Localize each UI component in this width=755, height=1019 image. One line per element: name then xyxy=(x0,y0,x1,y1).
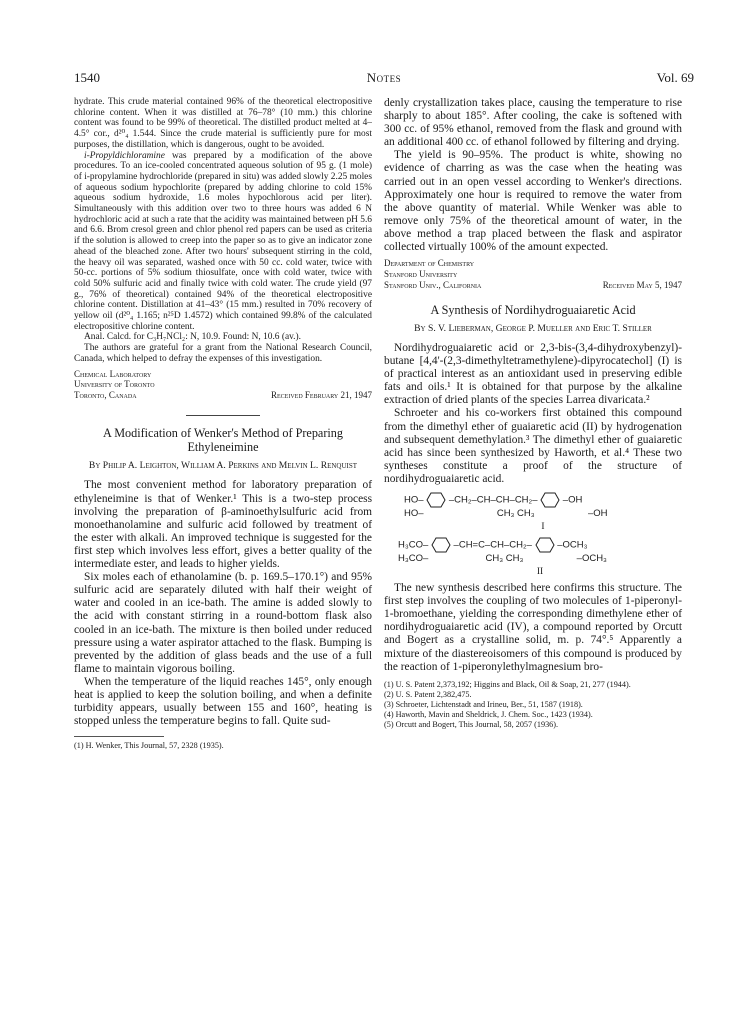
footnote: (2) U. S. Patent 2,382,475. xyxy=(384,689,472,699)
right-column xyxy=(384,97,682,730)
benzene-ring-icon xyxy=(431,537,451,553)
structure-row xyxy=(404,492,682,508)
methyl-groups: CH₃ CH₃ xyxy=(496,508,535,520)
benzene-ring-icon xyxy=(540,492,560,508)
substituent: HO– xyxy=(404,494,424,506)
paragraph xyxy=(74,151,372,333)
substituent: –OH xyxy=(562,494,583,506)
article-title: A Modification of Wenker's Method of Preparing Ethyleneimine xyxy=(103,425,343,454)
page-number: 1540 xyxy=(74,70,100,85)
substituent: –OH xyxy=(587,508,608,520)
structure-I xyxy=(404,492,682,533)
affiliation-line: Toronto, Canada xyxy=(74,390,137,401)
received-date: Received February 21, 1947 xyxy=(270,390,372,401)
page-header xyxy=(74,70,694,86)
affiliation xyxy=(74,369,372,401)
footnote: (1) U. S. Patent 2,373,192; Higgins and Black, Oil & Soap, 21, 277 (1944). xyxy=(384,679,631,689)
substituent: –OCH₃ xyxy=(576,553,607,565)
carbon-chain: –CH=C–CH–CH₂– xyxy=(453,539,532,551)
structure-label: II xyxy=(536,567,544,578)
substituent: –OCH₃ xyxy=(557,539,588,551)
benzene-ring-icon xyxy=(426,492,446,508)
analysis-line: Anal. Calcd. for C₃H₇NCl₂: N, 10.9. Found: N, 10.6 (av.). xyxy=(84,332,301,343)
volume-label: Vol. 69 xyxy=(656,70,694,85)
affiliation-line: Stanford Univ., California xyxy=(384,279,482,290)
structure-row xyxy=(398,537,682,553)
substituent: H₃CO– xyxy=(398,553,429,565)
article-byline: By S. V. Lieberman, George P. Mueller and Eric T. Stiller xyxy=(414,322,652,334)
paragraph-text: was prepared by a modification of the above procedures. To an ice-cooled concentrated aqueous solution of 95 g. (1 mole) of i-propylamine hydrochloride (prepared in situ) was added slowly 2.25 moles of aqueous sodium hypochlorite (prepared by adding chlorine to cold 15% aqueous sodium hydroxide, 1.6 moles hypochlorous acid per liter). Simultaneously with this addition over two to three hours was added 6 N hydrochloric acid at such a rate that the acidity was maintained between pH 5.6 and 6.6. Brom cresol green and chlor phenol red papers can be used as criteria if the solution is allowed to creep into the paper so as to give an indicator zone ahead of the bleached zone. After two hours' subsequent stirring in the cold, the heavy oil was separated, washed once with 50 cc. cold water, twice with 50-cc. portions of 5% sodium thiosulfate, once with cold water, twice with cold 50% sulfuric acid and finally twice with cold water. The crude yield (97 g., 76% of theoretical) contained 94% of the theoretical electropositive chlorine content. Distillation at 41–43° (15 mm.) resulted in 70% recovery of yellow oil (d²⁰₄ 1.165; n²⁵D 1.4572) which contained 99.8% of the calculated electropositive chlorine content. xyxy=(74,150,372,332)
affiliation xyxy=(384,258,682,290)
substituent: H₃CO– xyxy=(398,539,429,551)
paragraph: The yield is 90–95%. The product is white, showing no evidence of charring as was the case when the heating was carried out in an open vessel according to Wenker's directions. Approximately one hour is required to remove the water from the above quantity of material. While Wenker was able to remove only 75% of the theoretical amount of water, in the above method a trap placed between the flask and aspirator collected virtually 100% of the amount expected. xyxy=(384,149,682,254)
structure-row xyxy=(398,553,682,565)
received-date: Received May 5, 1947 xyxy=(602,279,682,290)
structure-II xyxy=(398,537,682,578)
compound-name: i-Propyldichloramine xyxy=(84,150,165,161)
carbon-chain: –CH₂–CH–CH–CH₂– xyxy=(448,494,538,506)
affiliation-line: Stanford University xyxy=(384,268,458,279)
benzene-ring-icon xyxy=(535,537,555,553)
affiliation-line: Chemical Laboratory xyxy=(74,368,152,379)
paragraph: The most convenient method for laboratory preparation of ethyleneimine is that of Wenker.¹ This is a two-step process involving the preparation of β-aminoethylsulfuric acid from monoethanolamine and sulfuric acid followed by treatment of the ester with alkali. An improved technique is suggested for the first step which involves less effort, gives a better quality of the intermediate ester, and leads to higher yields. xyxy=(74,479,372,571)
paragraph: Schroeter and his co-workers first obtained this compound from the dimethyl ether of guaiaretic acid (II) by hydrogenation and subsequent demethylation.³ The dimethyl ether of guaiaretic acid has since been synthesized by Haworth, et al.⁴ These two syntheses constitute a proof of the structure of nordihydroguaiaretic acid. xyxy=(384,407,682,485)
structure-label: I xyxy=(541,522,545,533)
affiliation-line: University of Toronto xyxy=(74,379,155,390)
affiliation-line: Department of Chemistry xyxy=(384,258,475,269)
structure-row xyxy=(404,508,682,520)
footnote: (3) Schroeter, Lichtenstadt and Irineu, Ber., 51, 1587 (1918). xyxy=(384,699,583,709)
paragraph: denly crystallization takes place, causing the temperature to rise sharply to about 185°. After cooling, the cake is softened with 300 cc. of 95% ethanol, removed from the flask and ground with an additional 400 cc. of ethanol followed by filtering and drying. xyxy=(384,97,682,149)
footnote: (1) H. Wenker, This Journal, 57, 2328 (1935). xyxy=(74,741,224,751)
paragraph: Nordihydroguaiaretic acid or 2,3-bis-(3,4-dihydroxybenzyl)-butane [4,4'-(2,3-dimethyltetramethylene)-dipyrocatechol] (I) is of practical interest as an antioxidant used in preserving edible fats and oils.¹ It is obtained for that purpose by the alkaline extraction of dried plants of the species Larrea divaricata.² xyxy=(384,342,682,407)
paragraph: hydrate. This crude material contained 96% of the theoretical electropositive chlorine content. When it was distilled at 76–78° (10 mm.) this chlorine content was found to be 99% of theoretical. The distilled product melted at 4–4.5° cor., d²⁰₄ 1.544. Since the crude material is sufficiently pure for most purposes, the distillation, which is dangerous, ought to be avoided. xyxy=(74,97,372,150)
left-column xyxy=(74,97,372,751)
footnote-divider xyxy=(74,736,164,737)
paragraph: Six moles each of ethanolamine (b. p. 169.5–170.1°) and 95% sulfuric acid are separately diluted with half their weight of water and cooled in an ice-bath. The amine is added slowly to the acid with constant stirring in a round-bottom flask also cooled in an ice-bath. The mixture is then boiled under reduced pressure using a water aspirator attached to the flask. Bumping is prevented by the addition of glass beads and the use of a full flame to maintain vigorous boiling. xyxy=(74,571,372,675)
methyl-groups: CH₃ CH₃ xyxy=(485,553,524,565)
section-divider xyxy=(186,415,260,416)
substituent: HO– xyxy=(404,508,424,520)
journal-section: Notes xyxy=(366,70,402,85)
acknowledgment: The authors are grateful for a grant from the National Research Council, Canada, which helped to defray the expenses of this investigation. xyxy=(74,343,372,364)
article-byline: By Philip A. Leighton, William A. Perkins and Melvin L. Renquist xyxy=(88,459,358,471)
paragraph: When the temperature of the liquid reaches 145°, only enough heat is applied to keep the solution boiling, and when a definite turbidity appears, usually between 155 and 160°, heating is stopped unless the temperature begins to fall. Quite sud- xyxy=(74,675,372,728)
footnote: (5) Orcutt and Bogert, This Journal, 58, 2057 (1936). xyxy=(384,719,559,729)
footnote: (4) Haworth, Mavin and Sheldrick, J. Chem. Soc., 1423 (1934). xyxy=(384,709,593,719)
article-title: A Synthesis of Nordihydroguaiaretic Acid xyxy=(430,302,636,317)
paragraph: The new synthesis described here confirms this structure. The first step involves the coupling of two molecules of 1-piperonyl-1-bromoethane, yielding the corresponding dimethylene ether of nordihydroguaiaretic acid (IV), a compound reported by Orcutt and Bogert as a crystalline solid, m. p. 74°.⁵ Apparently a mixture of the diastereoisomers of this compound is produced by the reaction of 1-piperonylethylmagnesium bro- xyxy=(384,582,682,673)
